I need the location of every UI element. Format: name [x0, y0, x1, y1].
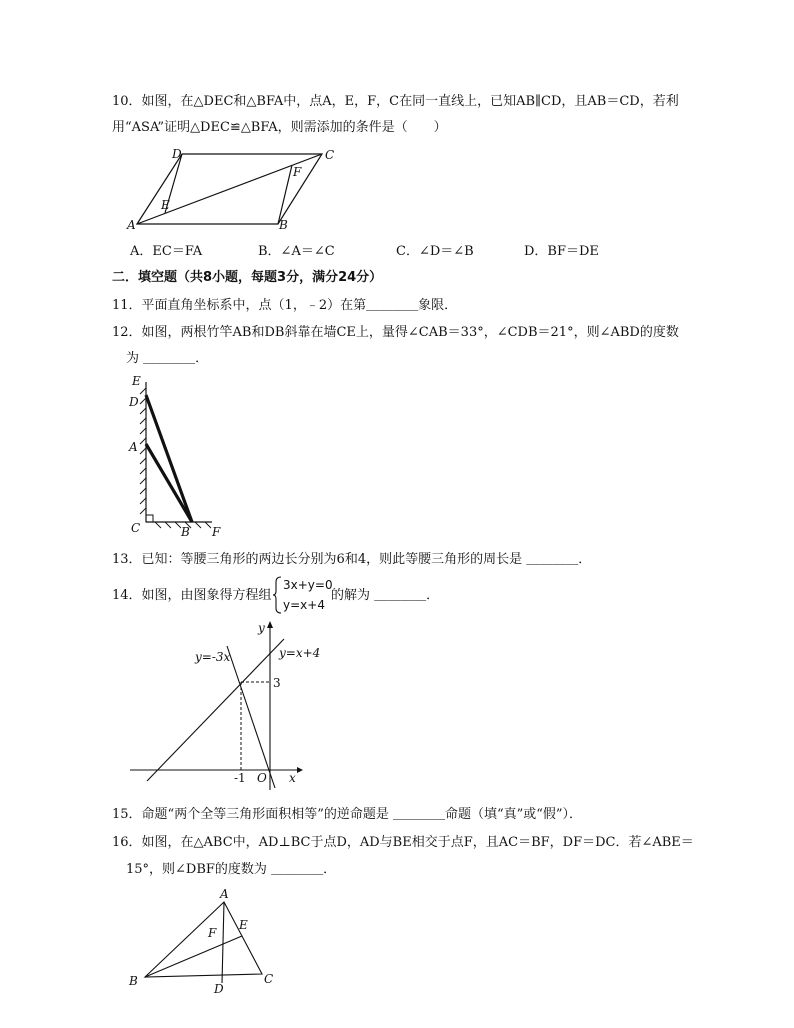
q10-text-line2: 用“ASA”证明△DEC≌△BFA，则需添加的条件是（ ）: [112, 120, 447, 135]
q10-text-line1: 10．如图，在△DEC和△BFA中，点A，E，F，C在同一直线上，已知AB∥CD，且AB＝CD，若利: [112, 94, 679, 109]
q12-label-a: A: [129, 440, 138, 454]
q14-label-line-neg3x: y=-3x: [195, 650, 231, 664]
q10-label-f: F: [293, 165, 302, 179]
q16-label-b: B: [129, 974, 138, 988]
q10-option-d[interactable]: D．BF＝DE: [524, 244, 599, 259]
q10-label-e: E: [161, 198, 170, 212]
q12-label-e: E: [132, 374, 141, 388]
q10-option-b[interactable]: B．∠A＝∠C: [258, 244, 335, 259]
q12-label-d: D: [129, 395, 139, 409]
section-2-heading: 二．填空题（共8小题，每题3分，满分24分）: [112, 270, 383, 285]
q14-prefix: 14．如图，由图象得方程组: [112, 588, 272, 603]
q15-text: 15．命题“两个全等三角形面积相等”的逆命题是 ＿＿＿＿命题（填“真”或“假”）．: [112, 807, 583, 822]
q11-text: 11．平面直角坐标系中，点（1，﹣2）在第＿＿＿＿象限．: [112, 298, 458, 313]
q10-parallelogram-figure: [125, 145, 345, 235]
q14-label-x-axis: x: [289, 771, 296, 785]
q10-label-a: A: [127, 218, 136, 232]
q10-label-c: C: [325, 148, 335, 162]
q16-text-line1: 16．如图，在△ABC中，AD⊥BC于点D，AD与BE相交于点F，且AC＝BF，DF＝DC．若∠ABE＝: [112, 835, 694, 850]
q10-options: [130, 243, 599, 261]
q12-bamboo-wall-figure: [125, 372, 235, 542]
q13-text: 13．已知：等腰三角形的两边长分别为6和4，则此等腰三角形的周长是 ＿＿＿＿．: [112, 552, 592, 567]
q14-label-y-axis: y: [258, 621, 265, 635]
q14-suffix: 的解为 ＿＿＿＿．: [331, 588, 440, 603]
q14-equation-1: 3x+y=0: [283, 578, 333, 592]
q12-label-c: C: [131, 521, 141, 535]
q16-label-a: A: [220, 887, 229, 901]
q12-text-line1: 12．如图，两根竹竿AB和DB斜靠在墙CE上，量得∠CAB＝33°，∠CDB＝21°，则∠ABD的度数: [112, 325, 679, 340]
q14-label-three: 3: [273, 676, 281, 690]
q10-option-a[interactable]: A．EC＝FA: [130, 244, 203, 259]
q10-label-b: B: [279, 218, 288, 232]
q12-label-f: F: [212, 525, 221, 539]
q10-option-c[interactable]: C．∠D＝∠B: [396, 244, 474, 259]
q16-label-e: E: [239, 918, 248, 932]
q14-equation-2: y=x+4: [283, 598, 325, 612]
q16-label-c: C: [264, 972, 274, 986]
q14-label-origin: O: [257, 771, 267, 785]
q16-triangle-figure: [125, 885, 285, 997]
q12-text-line2: 为 ＿＿＿＿．: [126, 351, 209, 366]
q16-label-f: F: [208, 926, 217, 940]
q16-label-d: D: [214, 982, 224, 996]
q14-system-brace: [272, 576, 282, 614]
q14-graph-figure: [125, 618, 321, 793]
q14-label-line-xplus4: y=x+4: [279, 646, 321, 660]
q16-text-line2: 15°，则∠DBF的度数为 ＿＿＿＿．: [126, 862, 337, 877]
q10-label-d: D: [172, 147, 182, 161]
q14-label-minus1: -1: [234, 771, 246, 785]
q12-label-b: B: [181, 525, 190, 539]
